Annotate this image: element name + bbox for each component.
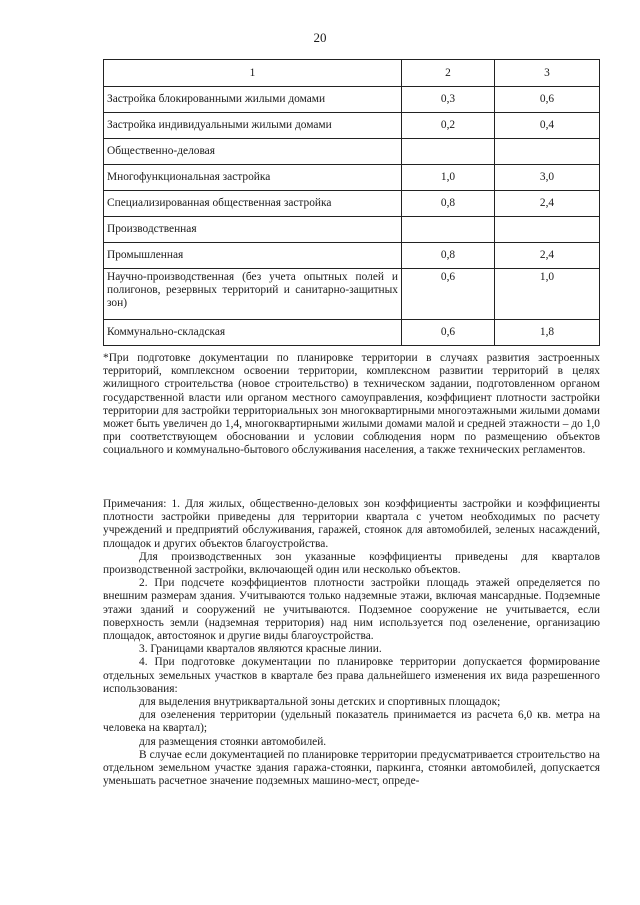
note-paragraph: Для производственных зон указанные коэффициенты приведены для кварталов производственной застройки, включающей один или несколько объектов. [103,550,600,577]
table-cell-value: 2,4 [495,191,600,217]
table-cell-value: 1,0 [402,165,495,191]
table-cell-value [402,139,495,165]
table-cell-value: 2,4 [495,243,600,269]
note-list-item: для озеленения территории (удельный показатель принимается из расчета 6,0 кв. метра на человека на квартал); [103,709,600,735]
note-list-item: для выделения внутриквартальной зоны детских и спортивных площадок; [139,696,501,709]
coefficients-table [103,59,600,346]
table-row [104,217,600,243]
page-number: 20 [313,30,327,45]
note-paragraph: 4. При подготовке документации по планировке территории допускается формирование отдельных земельных участков в квартале без права дальнейшего изменения их вида разрешенного использования: [103,656,600,695]
table-cell-zone: Коммунально-складская [104,320,402,346]
table-cell-value [495,217,600,243]
table-cell-value [495,139,600,165]
table-cell-zone: Многофункциональная застройка [104,165,402,191]
table-cell-zone: Производственная [104,217,402,243]
note-list-item: для размещения стоянки автомобилей. [139,735,327,748]
note-paragraph: 3. Границами кварталов являются красные линии. [139,643,382,656]
note-paragraph: В случае если документацией по планировке территории предусматривается строительство на отдельном земельном участке здания гаража-стоянки, паркинга, стоянки автомобилей, допускается уменьшать расчетное значение подземных машино-мест, опреде- [103,748,600,788]
table-row [104,139,600,165]
table-cell-zone: Застройка блокированными жилыми домами [104,87,402,113]
table-row [104,87,600,113]
table-cell-value: 3,0 [495,165,600,191]
table-cell-value: 0,6 [402,269,495,320]
table-cell-zone: Научно-производственная (без учета опытных полей и полигонов, резервных территорий и санитарно-защитных зон) [104,269,402,320]
table-row [104,165,600,191]
table-row [104,191,600,217]
notes-section [103,498,600,788]
table-header-cell: 1 [104,60,402,87]
footnote [103,352,600,458]
table-cell-value: 0,6 [495,87,600,113]
table-cell-zone: Промышленная [104,243,402,269]
table-cell-value: 1,8 [495,320,600,346]
table-cell-value [402,217,495,243]
table-row [104,320,600,346]
table-header-row [104,60,600,87]
table-header-cell: 3 [495,60,600,87]
table-cell-value: 0,2 [402,113,495,139]
table-header-cell: 2 [402,60,495,87]
table-cell-value: 0,6 [402,320,495,346]
note-paragraph: Примечания: 1. Для жилых, общественно-деловых зон коэффициенты застройки и коэффициенты плотности застройки приведены для территории квартала с учетом необходимых по расчету учреждений и предприятий обслуживания, гаражей, стоянок для автомобилей, зеленых насаждений, площадок и других объектов благоустройства. [103,498,600,550]
table-cell-zone: Специализированная общественная застройка [104,191,402,217]
table-row [104,269,600,320]
table-cell-value: 0,4 [495,113,600,139]
table-cell-value: 0,8 [402,243,495,269]
footnote-text: *При подготовке документации по планировке территории в случаях развития застроенных территорий, комплексном освоении территории, комплексном развитии территорий в целях жилищного строительства (новое строительство) в техническом задании, подготовленном органом государственной власти или органом местного самоуправления, коэффициент плотности застройки территории для застройки территориальных зон многоквартирными многоэтажными жилыми домами может быть увеличен до 1,4, многоквартирными жилыми домами малой и средней этажности – до 1,0 при соответствующем обосновании и условии соблюдения норм по размещению объектов социального и коммунально-бытового обслуживания населения, а также технических регламентов. [103,352,600,457]
table-row [104,243,600,269]
table-cell-value: 1,0 [495,269,600,320]
table-row [104,113,600,139]
note-paragraph: 2. При подсчете коэффициентов плотности застройки площадь этажей определяется по внешним размерам здания. Учитываются только надземные этажи, включая мансардные. Подземные этажи зданий и сооружений не учитываются. Подземное сооружение не учитывается, если поверхность земли (надземная территория) над ним используется под озеленение, организацию площадок, автостоянок и другие виды благоустройства. [103,577,600,643]
table-cell-zone: Общественно-деловая [104,139,402,165]
table-cell-zone: Застройка индивидуальными жилыми домами [104,113,402,139]
table-cell-value: 0,3 [402,87,495,113]
table-cell-value: 0,8 [402,191,495,217]
